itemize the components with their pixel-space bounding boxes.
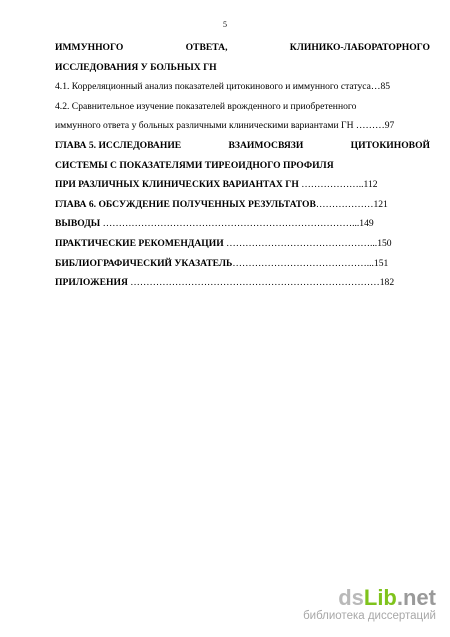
logo-subtitle: библиотека диссертаций [303, 610, 436, 622]
toc-text: КЛИНИКО-ЛАБОРАТОРНОГО [289, 42, 430, 53]
toc-text: 4.1. Корреляционный анализ показателей цитокинового и иммунного статуса…85 [55, 81, 391, 93]
toc-entry-4-2-cont [55, 116, 430, 136]
toc-text: ВЗАИМОСВЯЗИ [228, 139, 304, 151]
toc-text: ОТВЕТА, [185, 42, 228, 53]
toc-text: иммунного ответа у больных различными клиническими вариантами ГН ………97 [55, 120, 395, 132]
toc-text: СИСТЕМЫ С ПОКАЗАТЕЛЯМИ ТИРЕОИДНОГО ПРОФИЛЯ [55, 159, 334, 171]
toc-leader: ……………………………………………………………………...149 [100, 218, 374, 230]
toc-chapter-6 [55, 195, 430, 215]
toc-leader: ………………..112 [298, 179, 378, 191]
table-of-contents [55, 38, 430, 293]
toc-text: 4.2. Сравнительное изучение показателей врожденного и приобретенного [55, 100, 357, 112]
toc-appendices [55, 273, 430, 293]
toc-chapter-5-end [55, 175, 430, 195]
toc-entry-4-1 [55, 77, 430, 97]
toc-chapter-5 [55, 136, 430, 156]
toc-title: ГЛАВА 6. ОБСУЖДЕНИЕ ПОЛУЧЕННЫХ РЕЗУЛЬТАТОВ [55, 198, 316, 210]
toc-leader: ……………………………………………………………………182 [127, 277, 395, 289]
toc-title: ПРИЛОЖЕНИЯ [55, 277, 128, 289]
logo-net: .net [396, 585, 436, 610]
toc-text: ГЛАВА 5. ИССЛЕДОВАНИЕ [55, 139, 182, 151]
toc-title: ВЫВОДЫ [55, 218, 101, 230]
toc-entry-4-2 [55, 97, 430, 117]
logo-ds: ds [338, 585, 364, 610]
toc-leader: ……………………………………...151 [232, 257, 389, 269]
toc-title: БИБЛИОГРАФИЧЕСКИЙ УКАЗАТЕЛЬ [55, 257, 233, 269]
toc-line-1 [55, 38, 430, 58]
toc-conclusions [55, 214, 430, 234]
toc-text: ЦИТОКИНОВОЙ [350, 139, 430, 151]
toc-line-2 [55, 58, 430, 78]
toc-bibliography [55, 254, 430, 274]
toc-recommendations [55, 234, 430, 254]
toc-title: ПРИ РАЗЛИЧНЫХ КЛИНИЧЕСКИХ ВАРИАНТАХ ГН [55, 179, 299, 191]
dslib-logo [303, 587, 436, 623]
toc-text: ИММУННОГО [55, 42, 124, 53]
logo-lib: Lib [363, 585, 397, 610]
toc-leader: ………………………………………...150 [223, 237, 392, 249]
toc-title: ПРАКТИЧЕСКИЕ РЕКОМЕНДАЦИИ [55, 237, 224, 249]
page-number: 5 [223, 20, 227, 29]
toc-chapter-5-cont [55, 156, 430, 176]
toc-text: ИССЛЕДОВАНИЯ У БОЛЬНЫХ ГН [55, 61, 217, 73]
toc-leader: ………………121 [315, 198, 388, 210]
logo-wordmark [303, 587, 436, 609]
